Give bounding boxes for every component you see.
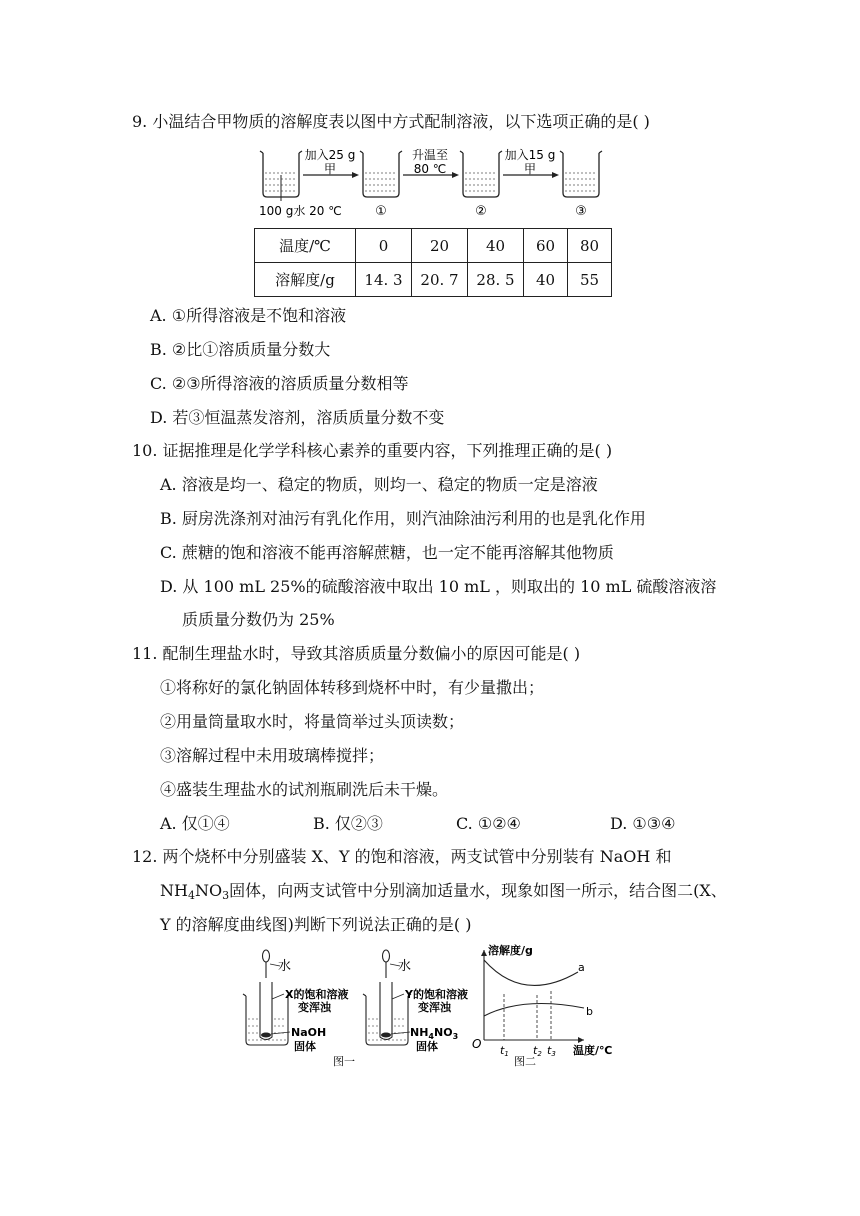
origin-label: O	[472, 1037, 482, 1051]
water-label-2: 水	[398, 959, 412, 974]
table-row	[255, 263, 612, 297]
nh4no3-solid-label: 固体	[416, 1040, 438, 1053]
q11-item-3: ③溶解过程中未用玻璃棒搅拌；	[160, 746, 385, 765]
curve-b	[484, 1004, 584, 1017]
curve-b-label: b	[586, 1005, 593, 1018]
q9-option-c: C. ②③所得溶液的溶质质量分数相等	[150, 374, 409, 393]
q11-option-a: A. 仅①④	[160, 814, 230, 833]
y-solution-label: Y的饱和溶液	[405, 988, 468, 1001]
solubility-table	[254, 228, 612, 297]
q11-option-d: D. ①③④	[610, 814, 676, 833]
x-axis-label: 温度/℃	[573, 1044, 613, 1057]
q11-item-4: ④盛装生理盐水的试剂瓶刷洗后未干燥。	[160, 780, 449, 799]
table-cell: 0	[356, 229, 412, 263]
table-cell: 28. 5	[468, 263, 524, 297]
q11-option-b: B. 仅②③	[313, 814, 383, 833]
y-axis-label: 溶解度/g	[488, 944, 533, 957]
figure-2-caption: 图二	[514, 1055, 536, 1068]
beaker-label-3: ③	[575, 204, 587, 219]
table-cell: 80	[568, 229, 612, 263]
q12-stem-line2: $NH_4NO_3$固体，向两支试管中分别滴加适量水，现象如图一所示，结合图二(X、	[160, 881, 727, 902]
q11-item-2: ②用量筒量取水时，将量筒举过头顶读数；	[160, 712, 465, 731]
table-cell: 40	[468, 229, 524, 263]
table-row	[255, 229, 612, 263]
q11-item-1: ①将称好的氯化钠固体转移到烧杯中时，有少量撒出；	[160, 678, 545, 697]
curve-a	[484, 960, 578, 985]
beaker-label-2: ②	[475, 204, 487, 219]
arrow1-top: 加入25 g	[304, 148, 356, 162]
q11-stem: 11. 配制生理盐水时，导致其溶质质量分数偏小的原因可能是( )	[132, 644, 581, 663]
naoh-label: NaOH	[291, 1026, 327, 1039]
table-cell: 40	[524, 263, 568, 297]
nh4no3-label: $NH_4NO_3$	[410, 1026, 459, 1041]
beaker-label-1: ①	[375, 204, 387, 219]
q11-option-c: C. ①②④	[456, 814, 521, 833]
y-turbid-label: 变浑浊	[418, 1001, 451, 1014]
q9-option-d: D. 若③恒温蒸发溶剂，溶质质量分数不变	[150, 408, 445, 427]
start-label: 100 g水 20 ℃	[259, 204, 342, 218]
q9-option-a: A. ①所得溶液是不饱和溶液	[150, 306, 347, 325]
t3-label: t3	[547, 1044, 556, 1058]
arrow3-top: 加入15 g	[504, 148, 556, 162]
q9-stem: 9. 小温结合甲物质的溶解度表以图中方式配制溶液，以下选项正确的是( )	[132, 112, 650, 131]
q10-option-d-cont: 质质量分数仍为 25%	[182, 610, 335, 629]
q10-stem: 10. 证据推理是化学学科核心素养的重要内容，下列推理正确的是( )	[132, 441, 613, 460]
arrow1-bottom: 甲	[323, 162, 337, 176]
q9-option-b: B. ②比①溶质质量分数大	[150, 340, 331, 359]
table-cell: 20. 7	[412, 263, 468, 297]
q10-option-a: A. 溶液是均一、稳定的物质，则均一、稳定的物质一定是溶液	[160, 475, 598, 494]
x-turbid-label: 变浑浊	[298, 1001, 331, 1014]
figure-1-caption: 图一	[333, 1055, 355, 1068]
table-header-solubility: 溶解度/g	[255, 263, 356, 297]
t2-label: t2	[533, 1044, 542, 1058]
q12-figure	[238, 944, 628, 1069]
q10-option-b: B. 厨房洗涤剂对油污有乳化作用，则汽油除油污利用的也是乳化作用	[160, 509, 646, 528]
q12-stem-line1: 12. 两个烧杯中分别盛装 X、Y 的饱和溶液，两支试管中分别装有 NaOH 和	[132, 847, 672, 866]
curve-a-label: a	[578, 961, 585, 974]
table-cell: 20	[412, 229, 468, 263]
arrow3-bottom: 甲	[523, 162, 537, 176]
table-cell: 14. 3	[356, 263, 412, 297]
t1-label: t1	[500, 1044, 509, 1058]
table-cell: 55	[568, 263, 612, 297]
arrow2-top: 升温至	[411, 148, 449, 162]
water-label-1: 水	[278, 959, 292, 974]
table-cell: 60	[524, 229, 568, 263]
x-solution-label: X的饱和溶液	[285, 988, 349, 1001]
table-header-temp: 温度/℃	[255, 229, 356, 263]
naoh-solid-label: 固体	[294, 1040, 316, 1053]
q9-beaker-diagram	[255, 145, 605, 220]
q10-option-d: D. 从 100 mL 25%的硫酸溶液中取出 10 mL ，则取出的 10 mL 硫酸溶液溶	[160, 577, 717, 596]
q12-stem-line3: Y 的溶解度曲线图)判断下列说法正确的是( )	[160, 915, 472, 934]
arrow2-bottom: 80 ℃	[413, 162, 447, 176]
q10-option-c: C. 蔗糖的饱和溶液不能再溶解蔗糖，也一定不能再溶解其他物质	[160, 543, 614, 562]
